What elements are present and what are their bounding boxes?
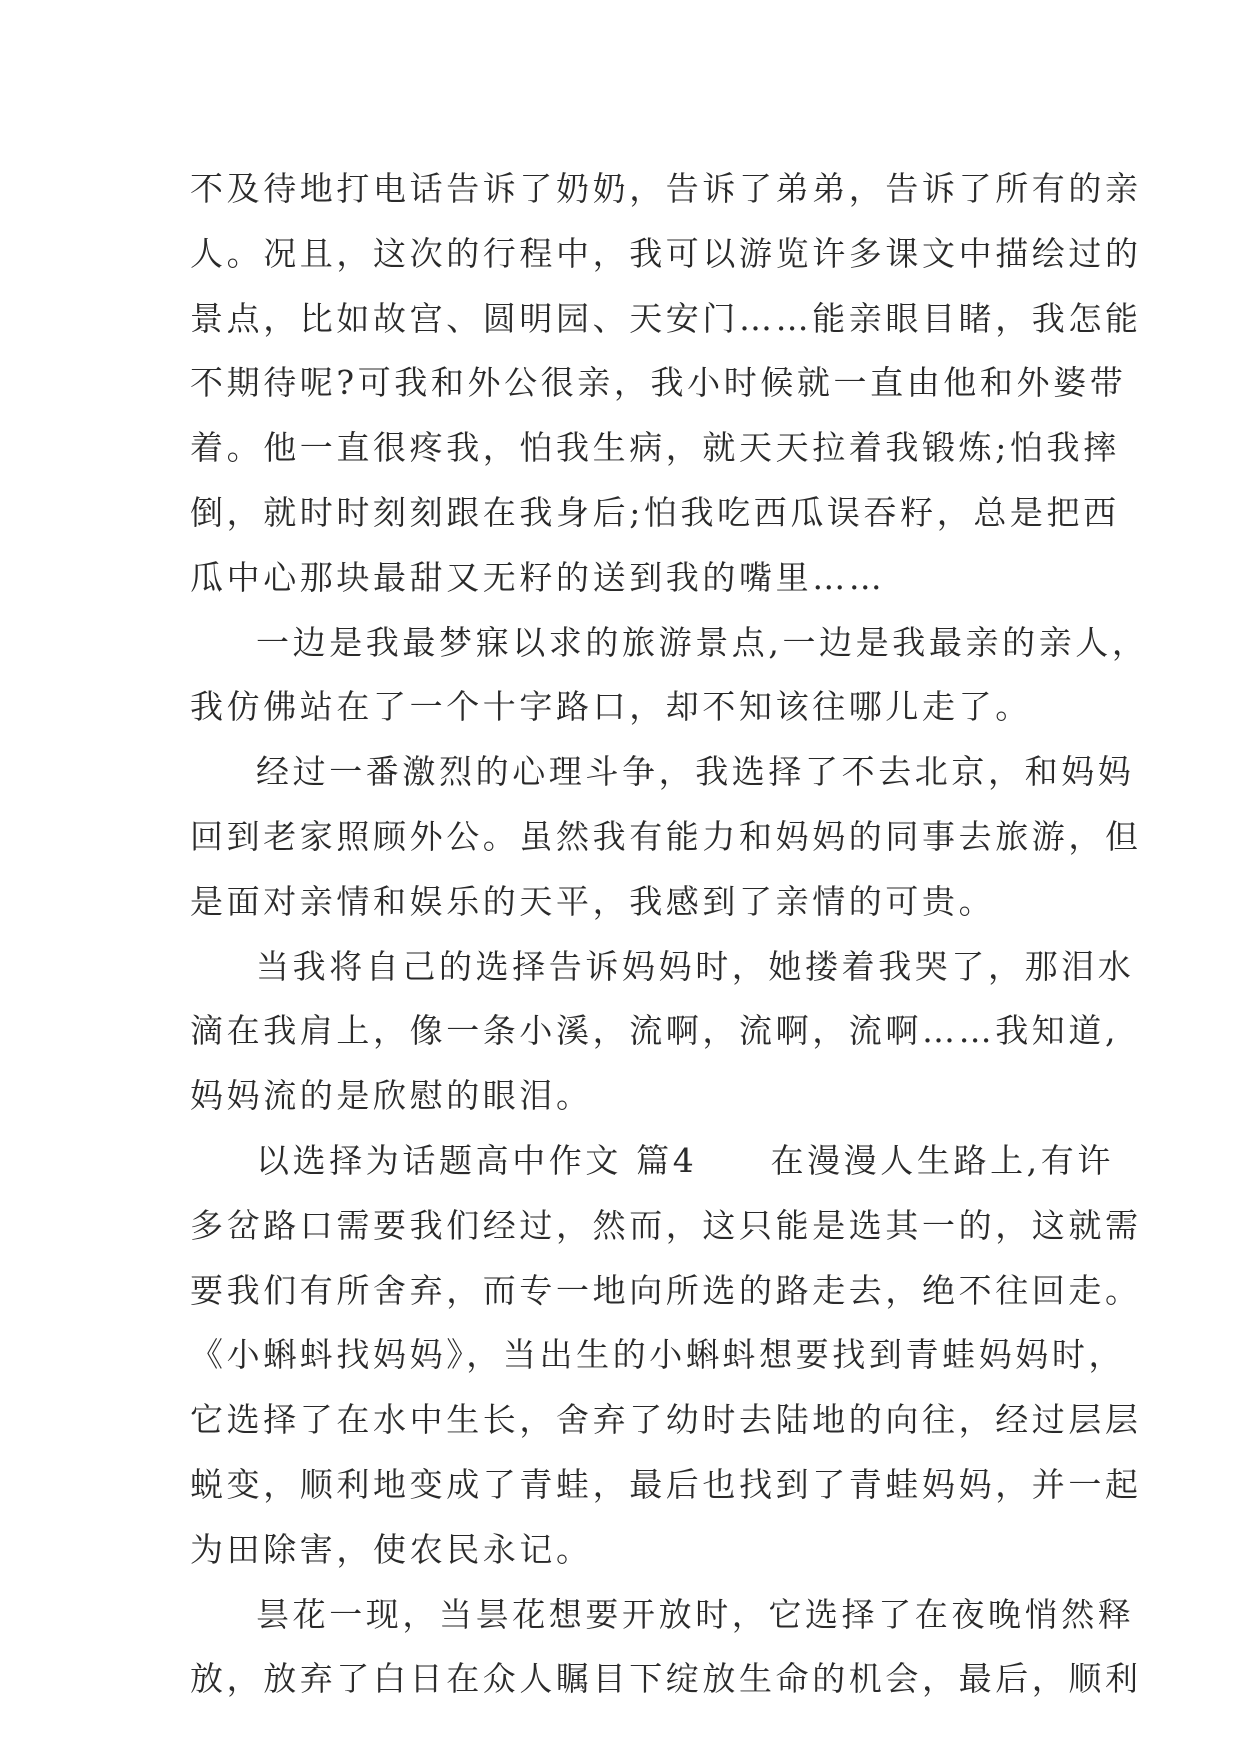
text-line: 要我们有所舍弃，而专一地向所选的路走去，绝不往回走。 <box>190 1270 1142 1310</box>
paragraph-first-line: 一边是我最梦寐以求的旅游景点,一边是我最亲的亲人， <box>256 622 1149 662</box>
text-line: 不及待地打电话告诉了奶奶，告诉了弟弟，告诉了所有的亲 <box>190 169 1142 208</box>
text-line: 回到老家照顾外公。虽然我有能力和妈妈的同事去旅游，但 <box>190 816 1142 856</box>
text-line: 蜕变，顺利地变成了青蛙，最后也找到了青蛙妈妈，并一起 <box>190 1464 1142 1504</box>
text-line: 着。他一直很疼我，怕我生病，就天天拉着我锻炼;怕我摔 <box>190 428 1120 468</box>
text-line: 放，放弃了白日在众人瞩目下绽放生命的机会，最后，顺利 <box>190 1659 1142 1699</box>
text-line: 是面对亲情和娱乐的天平，我感到了亲情的可贵。 <box>190 881 996 921</box>
text-line: 滴在我肩上，像一条小溪，流啊，流啊，流啊……我知道, <box>190 1011 1120 1051</box>
paragraph-first-line: 经过一番激烈的心理斗争，我选择了不去北京，和妈妈 <box>256 752 1135 792</box>
section-heading-line: 以选择为话题高中作文 篇4 在漫漫人生路上,有许 <box>256 1140 1114 1180</box>
paragraph-first-line: 当我将自己的选择告诉妈妈时，她搂着我哭了，那泪水 <box>256 946 1135 986</box>
text-line: 我仿佛站在了一个十字路口，却不知该往哪儿走了。 <box>190 687 1032 727</box>
text-line: 人。况且，这次的行程中，我可以游览许多课文中描绘过的 <box>190 233 1142 273</box>
text-line: 为田除害，使农民永记。 <box>190 1529 593 1569</box>
text-line: 不期待呢?可我和外公很亲，我小时候就一直由他和外婆带 <box>190 363 1127 403</box>
text-line: 它选择了在水中生长，舍弃了幼时去陆地的向往，经过层层 <box>190 1400 1142 1440</box>
document-body <box>190 157 1149 1712</box>
text-line: 多岔路口需要我们经过，然而，这只能是选其一的，这就需 <box>190 1205 1142 1245</box>
text-line: 妈妈流的是欣慰的眼泪。 <box>190 1076 593 1116</box>
paragraph-first-line: 昙花一现，当昙花想要开放时，它选择了在夜晚悄然释 <box>256 1594 1135 1634</box>
text-line: 倒，就时时刻刻跟在我身后;怕我吃西瓜误吞籽，总是把西 <box>190 492 1120 532</box>
text-line: 景点，比如故宫、圆明园、天安门……能亲眼目睹，我怎能 <box>190 298 1142 338</box>
text-line: 《小蝌蚪找妈妈》，当出生的小蝌蚪想要找到青蛙妈妈时， <box>190 1335 1126 1375</box>
text-line: 瓜中心那块最甜又无籽的送到我的嘴里…… <box>190 557 886 597</box>
